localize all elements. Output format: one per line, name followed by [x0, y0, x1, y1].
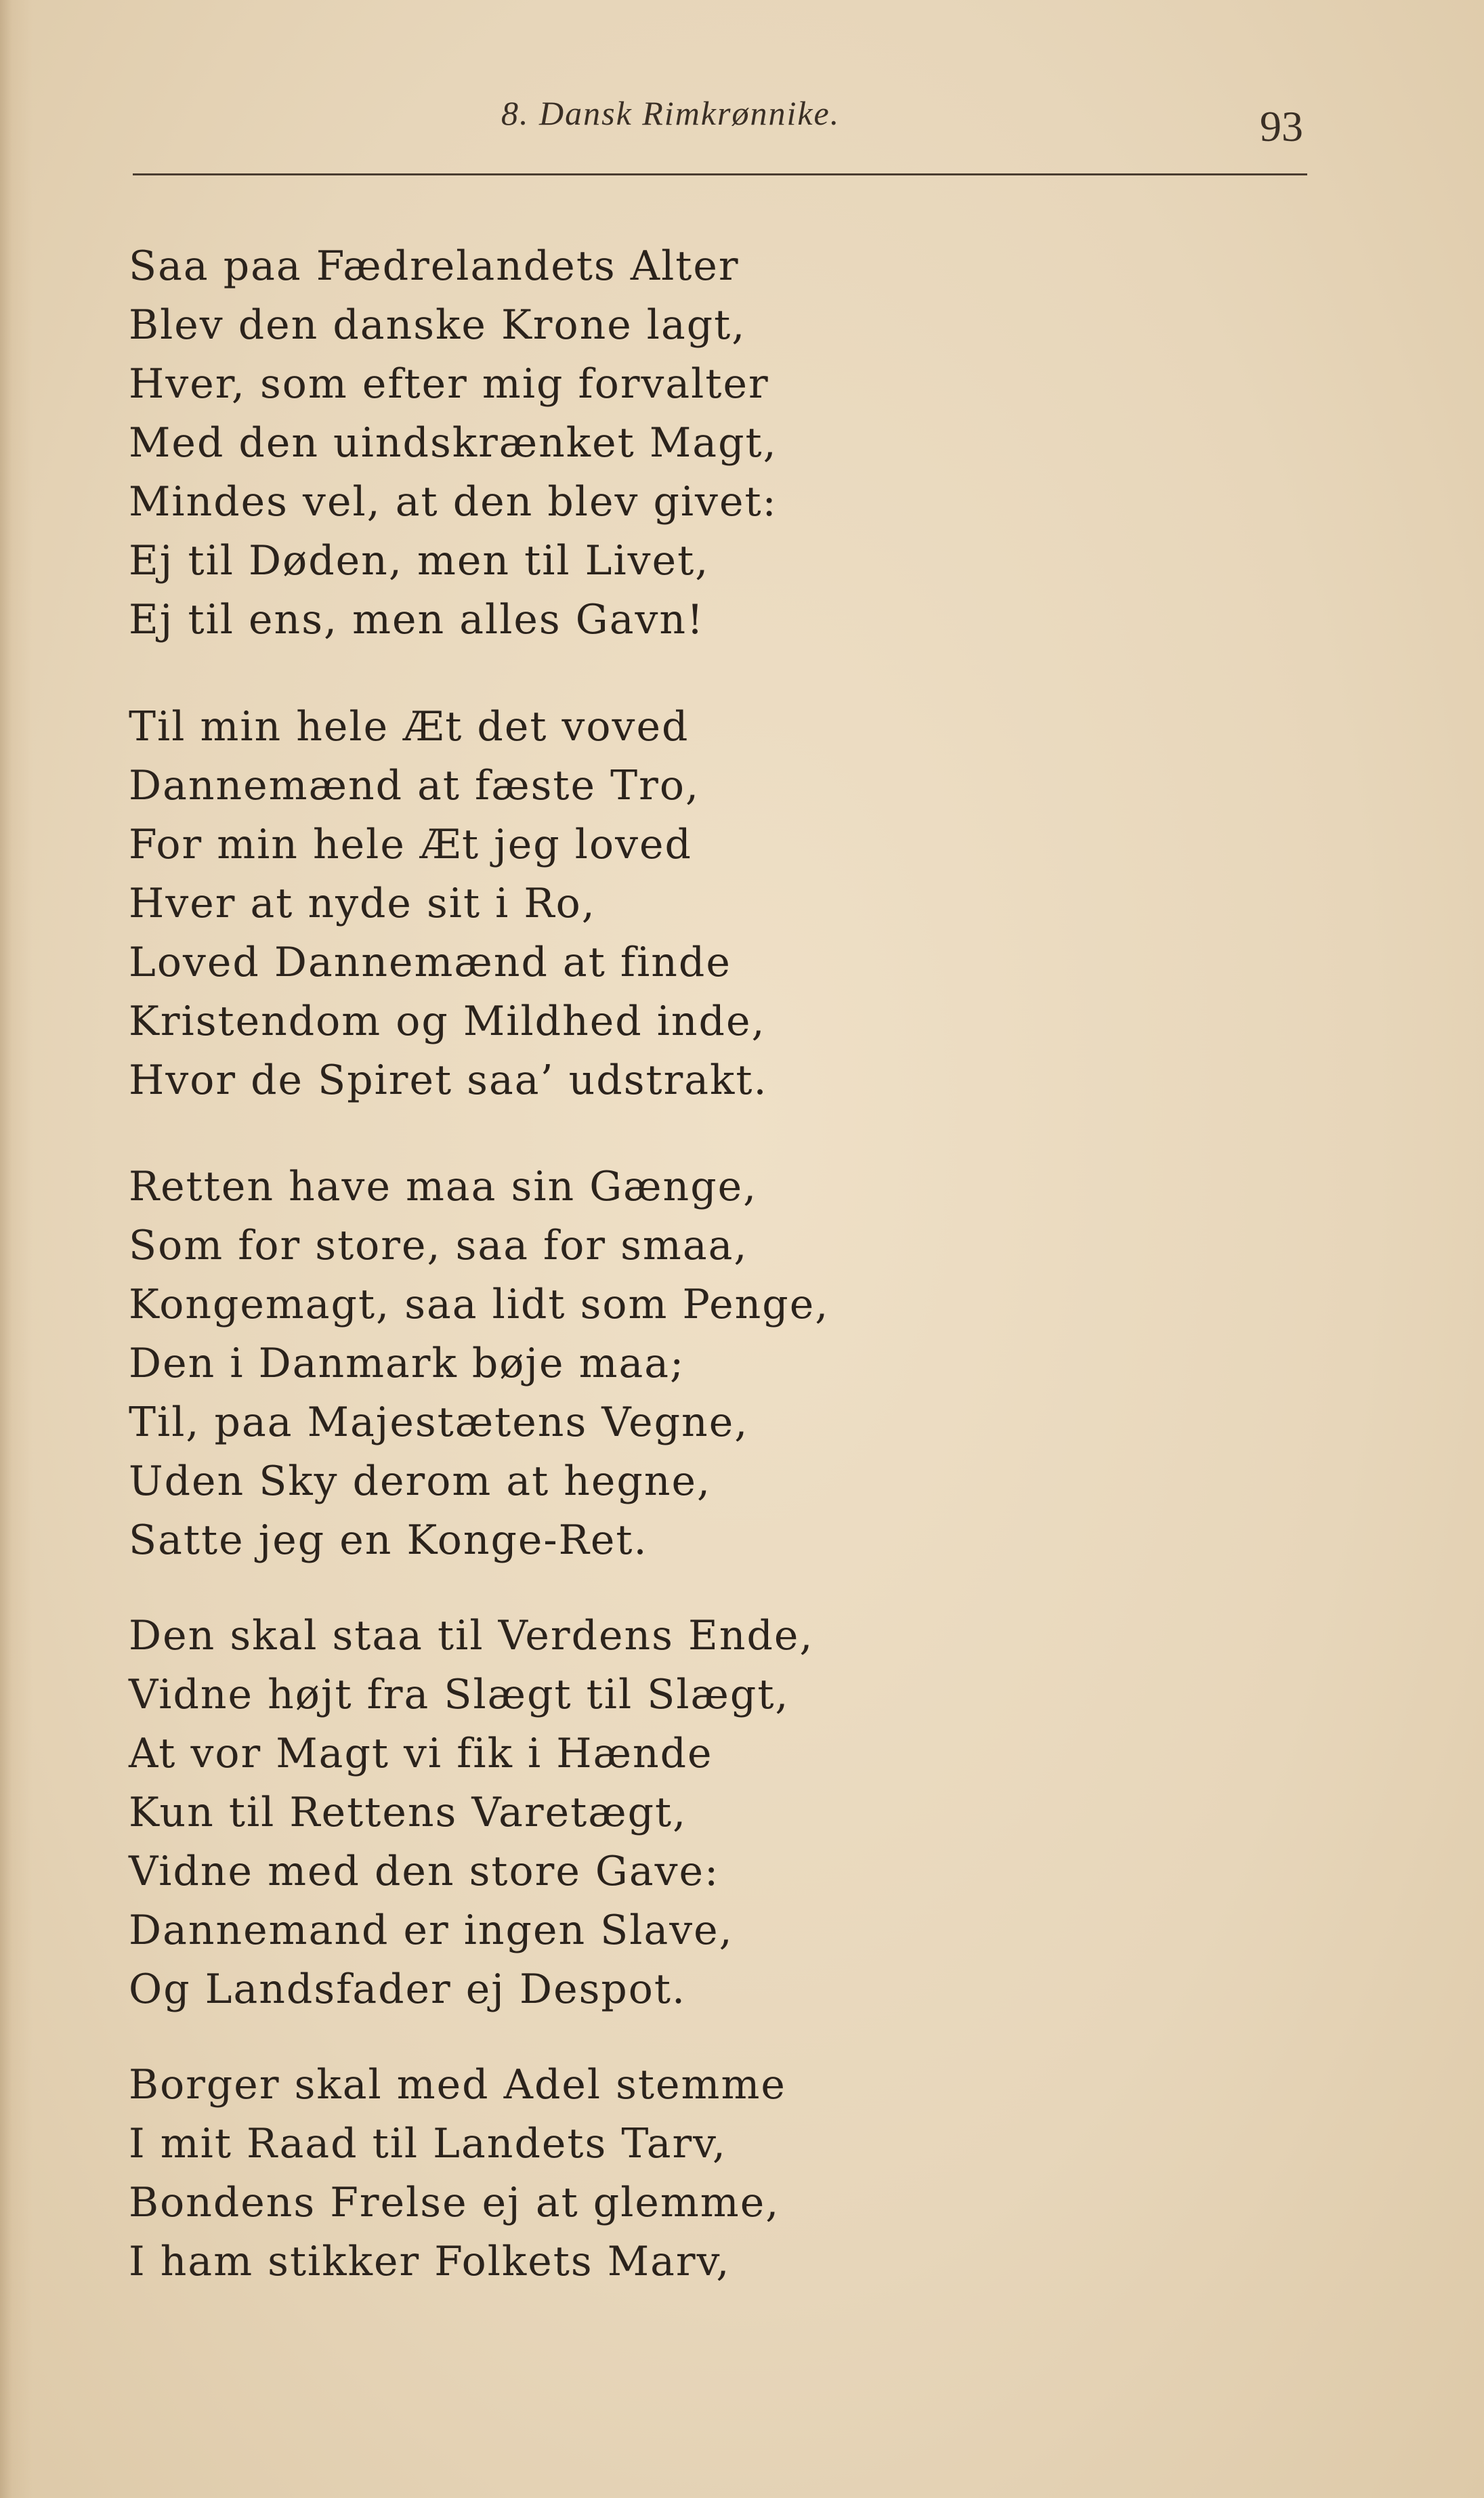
verse-line: Og Landsfader ej Despot. [129, 1966, 687, 2013]
verse-line: Borger skal med Adel stemme [129, 2061, 786, 2109]
verse-line: Hver at nyde sit i Ro, [129, 880, 596, 927]
verse-line: I mit Raad til Landets Tarv, [129, 2120, 727, 2167]
verse-line: Uden Sky derom at hegne, [129, 1458, 712, 1505]
verse-line: Kristendom og Mildhed inde, [129, 998, 766, 1045]
verse-line: At vor Magt vi fik i Hænde [129, 1730, 713, 1777]
verse-line: Dannemænd at fæste Tro, [129, 762, 700, 809]
verse-line: Til min hele Æt det voved [129, 703, 690, 750]
header-rule [133, 173, 1307, 175]
verse-line: Kun til Rettens Varetægt, [129, 1789, 687, 1836]
verse-line: For min hele Æt jeg loved [129, 821, 692, 868]
verse-line: Kongemagt, saa lidt som Penge, [129, 1281, 830, 1328]
verse-line: Mindes vel, at den blev givet: [129, 478, 778, 526]
page-number: 93 [1260, 102, 1303, 150]
verse-line: Hvor de Spiret saa’ udstrakt. [129, 1057, 768, 1104]
running-head: 8. Dansk Rimkrønnike. [501, 94, 841, 132]
verse-line: Den i Danmark bøje maa; [129, 1340, 685, 1387]
verse-line: Vidne højt fra Slægt til Slægt, [129, 1671, 790, 1718]
verse-line: Retten have maa sin Gænge, [129, 1163, 758, 1210]
verse-line: I ham stikker Folkets Marv, [129, 2238, 731, 2285]
stanza-2 [129, 698, 1145, 1110]
verse-line: Med den uindskrænket Magt, [129, 419, 778, 467]
verse-line: Som for store, saa for smaa, [129, 1222, 748, 1269]
verse-line: Ej til ens, men alles Gavn! [129, 596, 705, 643]
verse-line: Ej til Døden, men til Livet, [129, 537, 710, 585]
stanza-4 [129, 1607, 1145, 2019]
verse-line: Dannemand er ingen Slave, [129, 1907, 734, 1954]
verse-line: Hver, som efter mig forvalter [129, 360, 769, 408]
verse-line: Vidne med den store Gave: [129, 1848, 720, 1895]
stanza-3 [129, 1158, 1145, 1570]
verse-line: Blev den danske Krone lagt, [129, 301, 746, 349]
stanza-5 [129, 2056, 1145, 2291]
verse-line: Saa paa Fædrelandets Alter [129, 242, 740, 290]
verse-line: Den skal staa til Verdens Ende, [129, 1612, 814, 1659]
verse-line: Loved Dannemænd at finde [129, 939, 732, 986]
stanza-1 [129, 237, 1145, 650]
verse-line: Satte jeg en Konge-Ret. [129, 1517, 648, 1564]
verse-line: Bondens Frelse ej at glemme, [129, 2179, 780, 2226]
verse-line: Til, paa Majestætens Vegne, [129, 1399, 749, 1446]
